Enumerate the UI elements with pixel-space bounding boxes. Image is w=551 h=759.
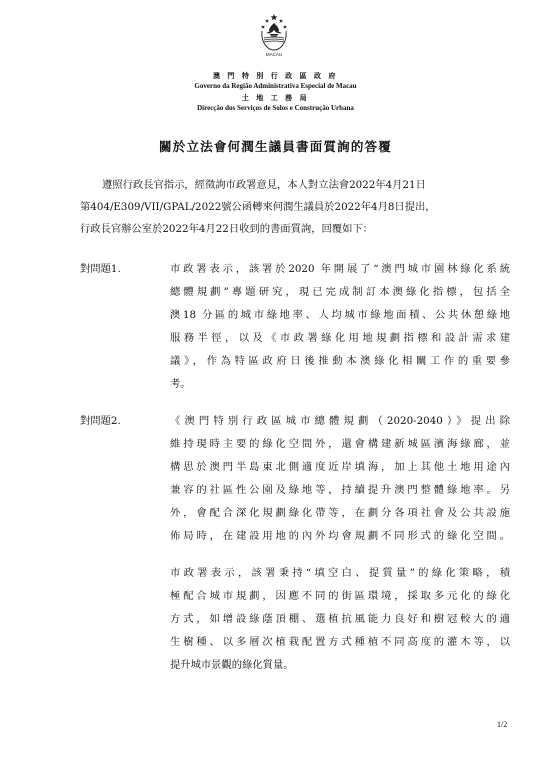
macau-emblem-icon bbox=[258, 13, 290, 59]
emblem-label: MACAU bbox=[265, 52, 283, 57]
header-department-pt: Direcção dos Serviços de Solos e Construção Urbana bbox=[197, 104, 354, 112]
answer-line: 市政署表示，該署秉持“填空白、提質量”的綠化策略，積 bbox=[170, 567, 510, 579]
intro-line: 遵照行政長官指示，經徵詢市政署意見，本人對立法會2022年4月21日 bbox=[102, 179, 426, 191]
answer-line: 生樹種、以多層次植栽配置方式種植不同高度的灌木等，以 bbox=[170, 636, 510, 648]
answer-line: 總體規劃”專題研究，現已完成制訂本澳綠化指標，包括全 bbox=[170, 286, 510, 298]
header-department-cn: 土 地 工 務 局 bbox=[241, 93, 310, 102]
answer-line: 考。 bbox=[170, 378, 191, 390]
answer-line: 維持現時主要的綠化空間外，還會構建新城區濱海綠廊，並 bbox=[170, 438, 510, 450]
answer-line: 極配合城市規劃，因應不同的街區環境，採取多元化的綠化 bbox=[170, 590, 510, 602]
answer-line: 構思於澳門半島東北側適度近岸填海，加上其他土地用途內 bbox=[170, 461, 510, 473]
answer-line: 方式，如增設綠蔭頂棚、選植抗風能力良好和樹冠較大的適 bbox=[170, 613, 510, 625]
page-number: 1/2 bbox=[497, 720, 508, 729]
intro-line: 行政長官辦公室於2022年4月22日收到的書面質詢，回覆如下： bbox=[80, 223, 373, 235]
document-title: 關於立法會何潤生議員書面質詢的答覆 bbox=[159, 139, 392, 154]
question-2-label: 對問題2. bbox=[80, 415, 121, 427]
header-government-pt: Governo da Região Administrativa Especial de Macau bbox=[194, 82, 357, 90]
answer-line: 市政署表示，該署於2020 年開展了“澳門城市園林綠化系統 bbox=[170, 263, 510, 275]
answer-line: 澳18 分區的城市綠地率、人均城市綠地面積、公共休憩綠地 bbox=[170, 309, 510, 321]
header-government-cn: 澳 門 特 別 行 政 區 政 府 bbox=[213, 71, 338, 80]
answer-line: 佈局時，在建設用地的內外均會規劃不同形式的綠化空間。 bbox=[170, 530, 510, 542]
question-1-label: 對問題1. bbox=[80, 263, 121, 275]
intro-line: 第404/E309/VII/GPAL/2022號公函轉來何潤生議員於2022年4月8日提出， bbox=[80, 201, 436, 213]
answer-line: 服務半徑，以及《市政署綠化用地規劃指標和設計需求建 bbox=[170, 332, 510, 344]
answer-line: 兼容的社區性公園及綠地等，持續提升澳門整體綠地率。另 bbox=[170, 484, 510, 496]
answer-line: 提升城市景觀的綠化質量。 bbox=[170, 659, 294, 671]
answer-line: 議》，作為特區政府日後推動本澳綠化相關工作的重要參 bbox=[170, 355, 510, 367]
answer-line: 外，會配合深化規劃綠化帶等，在劃分各項社會及公共設施 bbox=[170, 507, 510, 519]
answer-line: 《澳門特別行政區城市總體規劃（2020-2040）》提出除 bbox=[170, 415, 510, 427]
